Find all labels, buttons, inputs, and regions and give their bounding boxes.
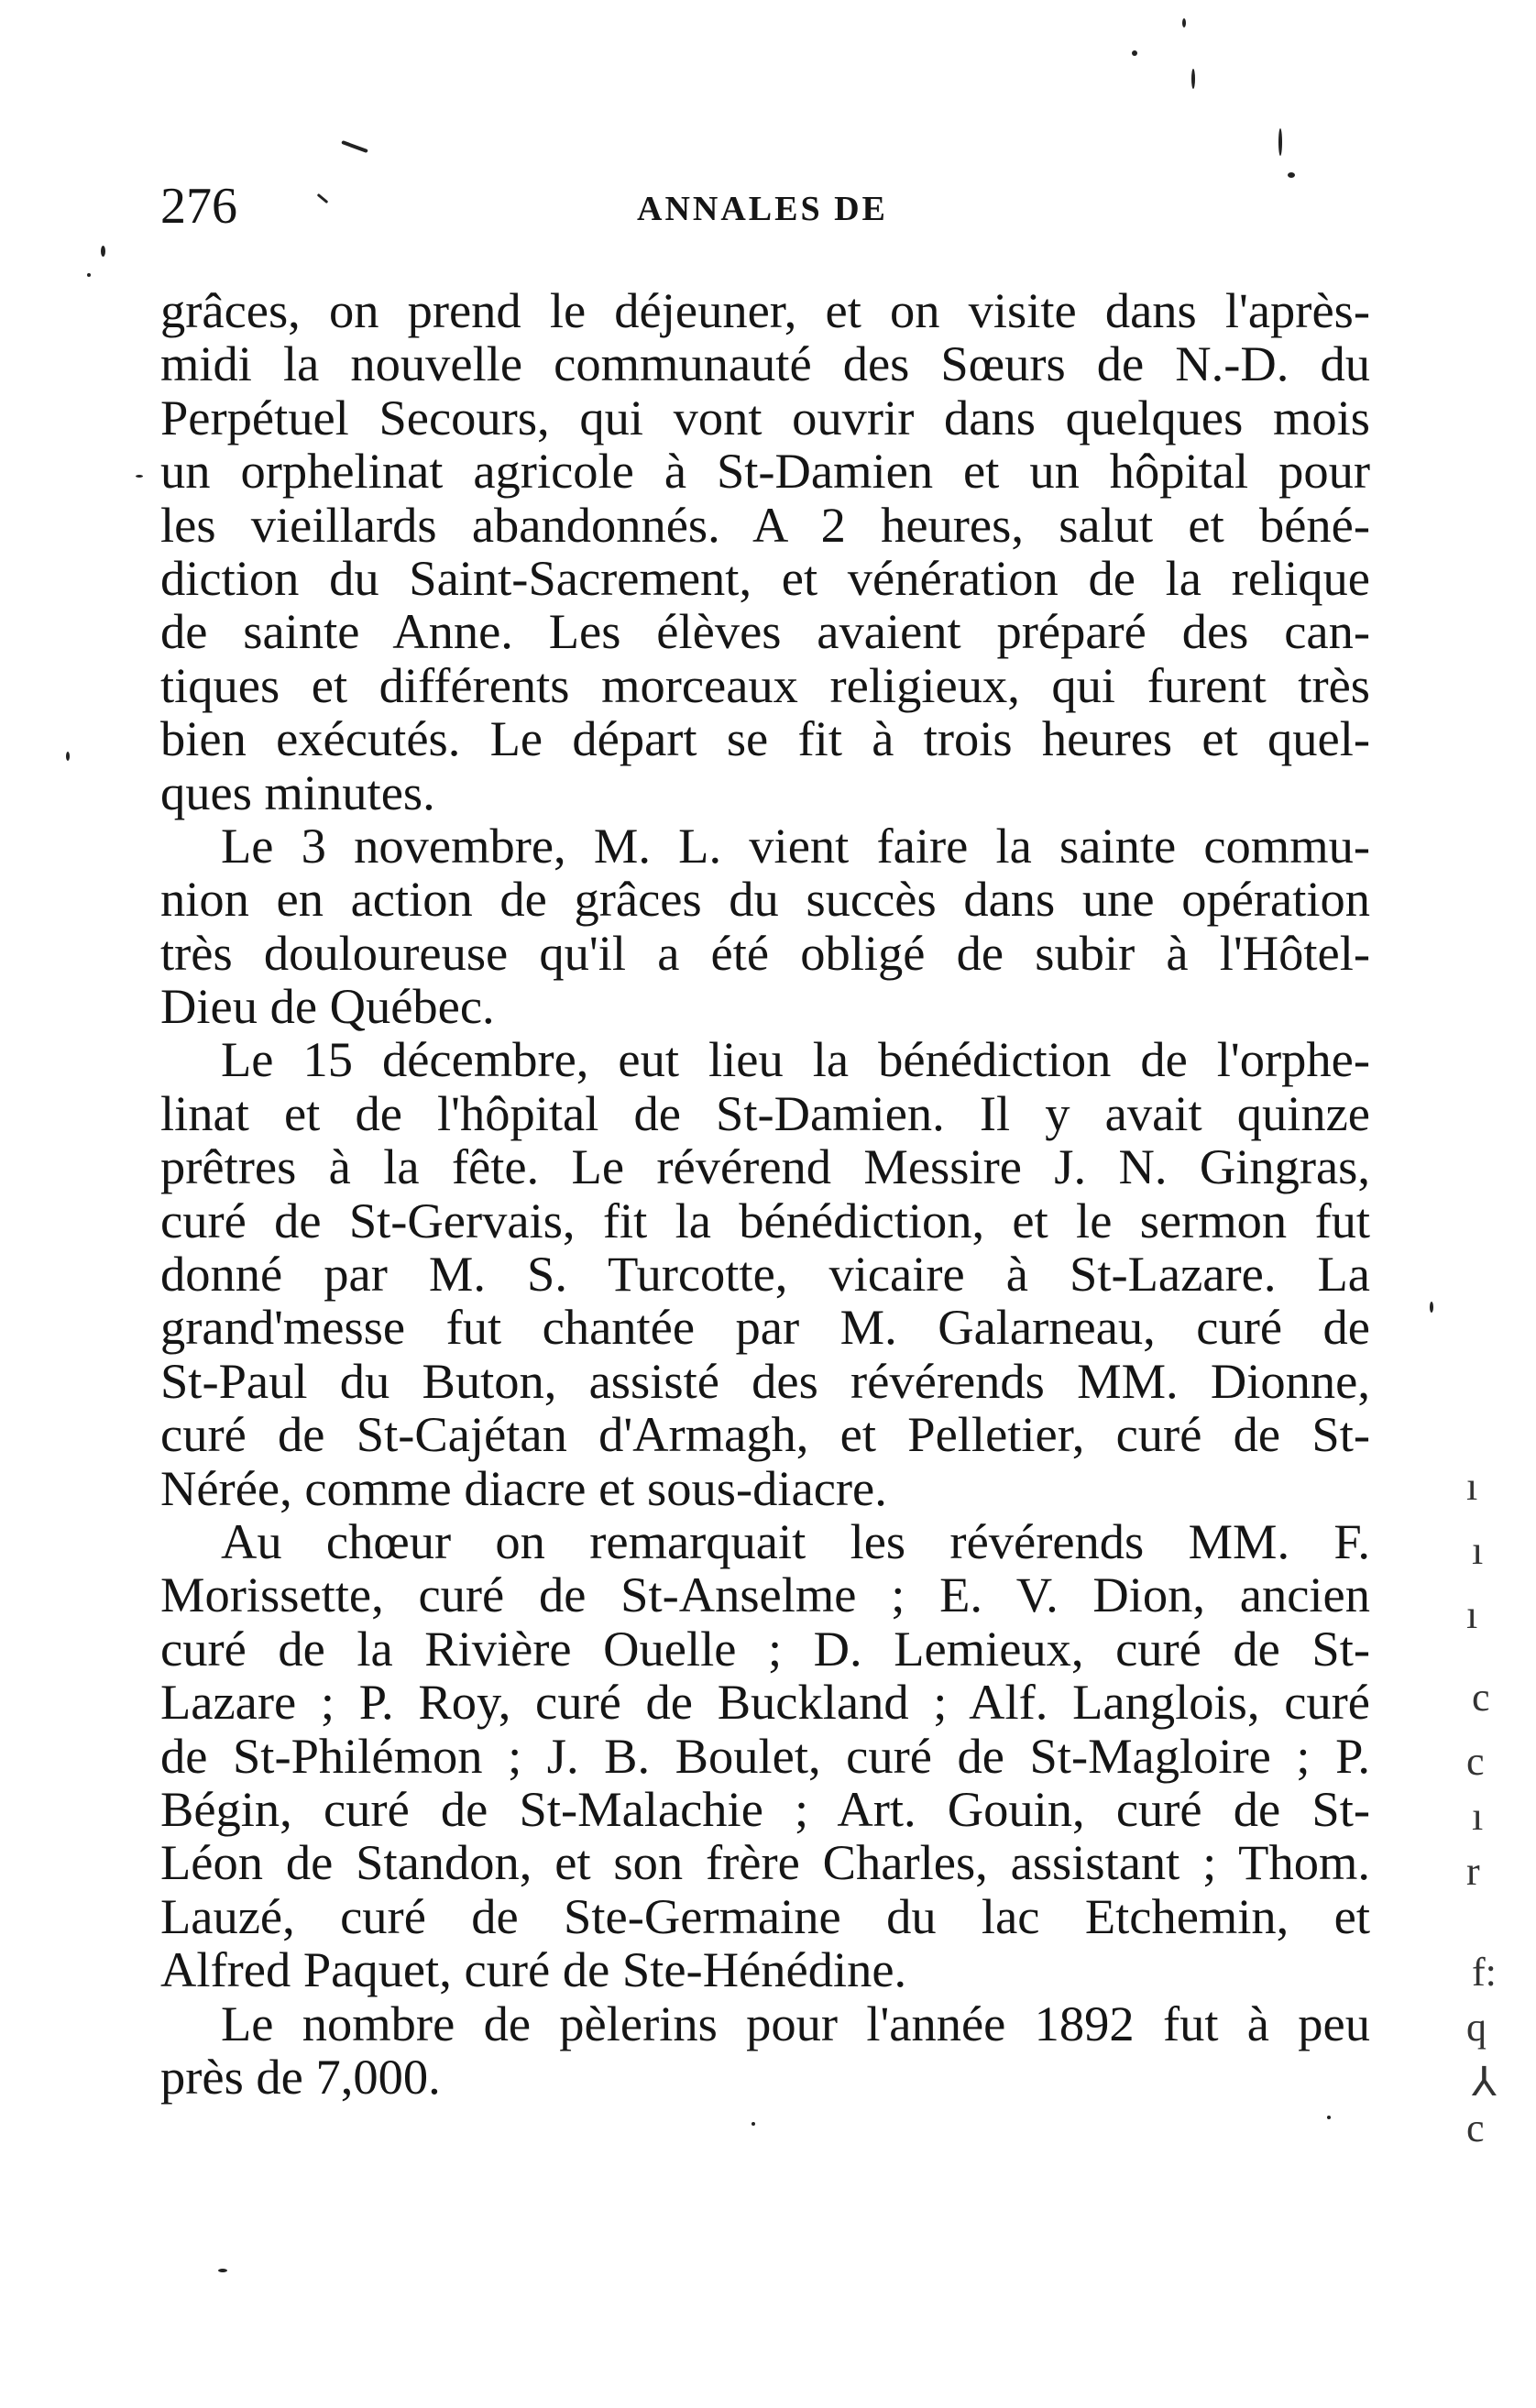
body-text: [160, 284, 1370, 2104]
text-line: curé de la Rivière Ouelle ; D. Lemieux, curé de St-: [160, 1620, 1370, 1677]
text-line: curé de St-Gervais, fit la bénédiction, et le sermon fut: [160, 1192, 1370, 1248]
text-line: grand'messe fut chantée par M. Galarneau, curé de: [160, 1299, 1370, 1356]
running-title: ANNALES DE: [637, 190, 888, 228]
text-line: St-Paul du Buton, assisté des révérends MM. Dionne,: [160, 1352, 1370, 1409]
scan-speck: [341, 140, 368, 153]
bleed-through-glyph: q: [1466, 2005, 1487, 2050]
text-line: Léon de Standon, et son frère Charles, assistant ; Thom.: [160, 1834, 1370, 1891]
text-line: les vieillards abandonnés. A 2 heures, salut et béné-: [160, 496, 1370, 553]
text-line: Le 3 novembre, M. L. vient faire la sainte commu-: [221, 817, 1370, 874]
scan-speck: [136, 475, 143, 478]
text-line: près de 7,000.: [160, 2048, 441, 2105]
text-line: Au chœur on remarquait les révérends MM. F.: [221, 1512, 1370, 1569]
text-line: bien exécutés. Le départ se fit à trois heures et quel-: [160, 710, 1370, 767]
text-line: tiques et différents morceaux religieux, qui furent très: [160, 656, 1370, 713]
text-line: de sainte Anne. Les élèves avaient préparé des can-: [160, 603, 1370, 660]
text-line: ques minutes.: [160, 764, 435, 820]
bleed-through-glyph: c: [1466, 2106, 1485, 2150]
bleed-through-glyph: ⅄: [1472, 2060, 1497, 2105]
text-line: un orphelinat agricole à St-Damien et un hôpital pour: [160, 443, 1370, 500]
bleed-through-glyph: c: [1472, 1675, 1490, 1720]
page-number: 276: [160, 178, 237, 235]
text-line: très douloureuse qu'il a été obligé de subir à l'Hôtel-: [160, 924, 1370, 981]
scan-speck: [1191, 69, 1195, 89]
text-line: midi la nouvelle communauté des Sœurs de N.-D. du: [160, 335, 1370, 392]
scan-speck: [1430, 1302, 1433, 1313]
text-line: linat et de l'hôpital de St-Damien. Il y avait quinze: [160, 1084, 1370, 1141]
text-line: curé de St-Cajétan d'Armagh, et Pelletier, curé de St-: [160, 1406, 1370, 1463]
scan-speck: [1288, 172, 1295, 178]
text-line: Perpétuel Secours, qui vont ouvrir dans quelques mois: [160, 389, 1370, 445]
scan-speck: [218, 2269, 227, 2272]
text-line: prêtres à la fête. Le révérend Messire J. N. Gingras,: [160, 1138, 1370, 1195]
scan-speck: [752, 2122, 755, 2126]
bleed-through-glyph: f:: [1472, 1950, 1497, 1995]
text-line: Morissette, curé de St-Anselme ; E. V. Dion, ancien: [160, 1567, 1370, 1623]
text-line: Nérée, comme diacre et sous-diacre.: [160, 1459, 887, 1516]
bleed-through-glyph: ı: [1466, 1464, 1478, 1509]
text-line: Bégin, curé de St-Malachie ; Art. Gouin, curé de St-: [160, 1780, 1370, 1837]
bleed-through-glyph: ı: [1466, 1592, 1478, 1637]
text-line: grâces, on prend le déjeuner, et on visite dans l'après-: [160, 282, 1370, 338]
scan-speck: [1182, 18, 1186, 27]
scan-speck: [1327, 2116, 1331, 2119]
text-line: Lauzé, curé de Ste-Germaine du lac Etchemin, et: [160, 1887, 1370, 1944]
text-line: donné par M. S. Turcotte, vicaire à St-Lazare. La: [160, 1246, 1370, 1303]
scan-speck: [1278, 128, 1282, 156]
scan-speck: [1132, 50, 1137, 56]
scan-speck: [87, 273, 91, 277]
bleed-through-glyph: c: [1466, 1739, 1485, 1784]
text-line: de St-Philémon ; J. B. Boulet, curé de St-Magloire ; P.: [160, 1727, 1370, 1784]
bleed-through-glyph: r: [1466, 1849, 1480, 1894]
text-line: nion en action de grâces du succès dans une opération: [160, 871, 1370, 928]
bleed-through-glyph: ı: [1472, 1528, 1484, 1573]
bleed-through-glyph: ı: [1472, 1794, 1484, 1839]
text-line: Lazare ; P. Roy, curé de Buckland ; Alf. Langlois, curé: [160, 1674, 1370, 1731]
page-header: [160, 174, 1379, 238]
text-line: Dieu de Québec.: [160, 978, 495, 1035]
scan-speck: [66, 752, 70, 761]
text-line: Le nombre de pèlerins pour l'année 1892 fut à peu: [221, 1995, 1370, 2051]
text-line: diction du Saint-Sacrement, et vénération de la relique: [160, 549, 1370, 606]
text-line: Alfred Paquet, curé de Ste-Hénédine.: [160, 1941, 907, 1998]
scan-speck: [101, 246, 105, 257]
text-line: Le 15 décembre, eut lieu la bénédiction de l'orphe-: [221, 1031, 1370, 1088]
